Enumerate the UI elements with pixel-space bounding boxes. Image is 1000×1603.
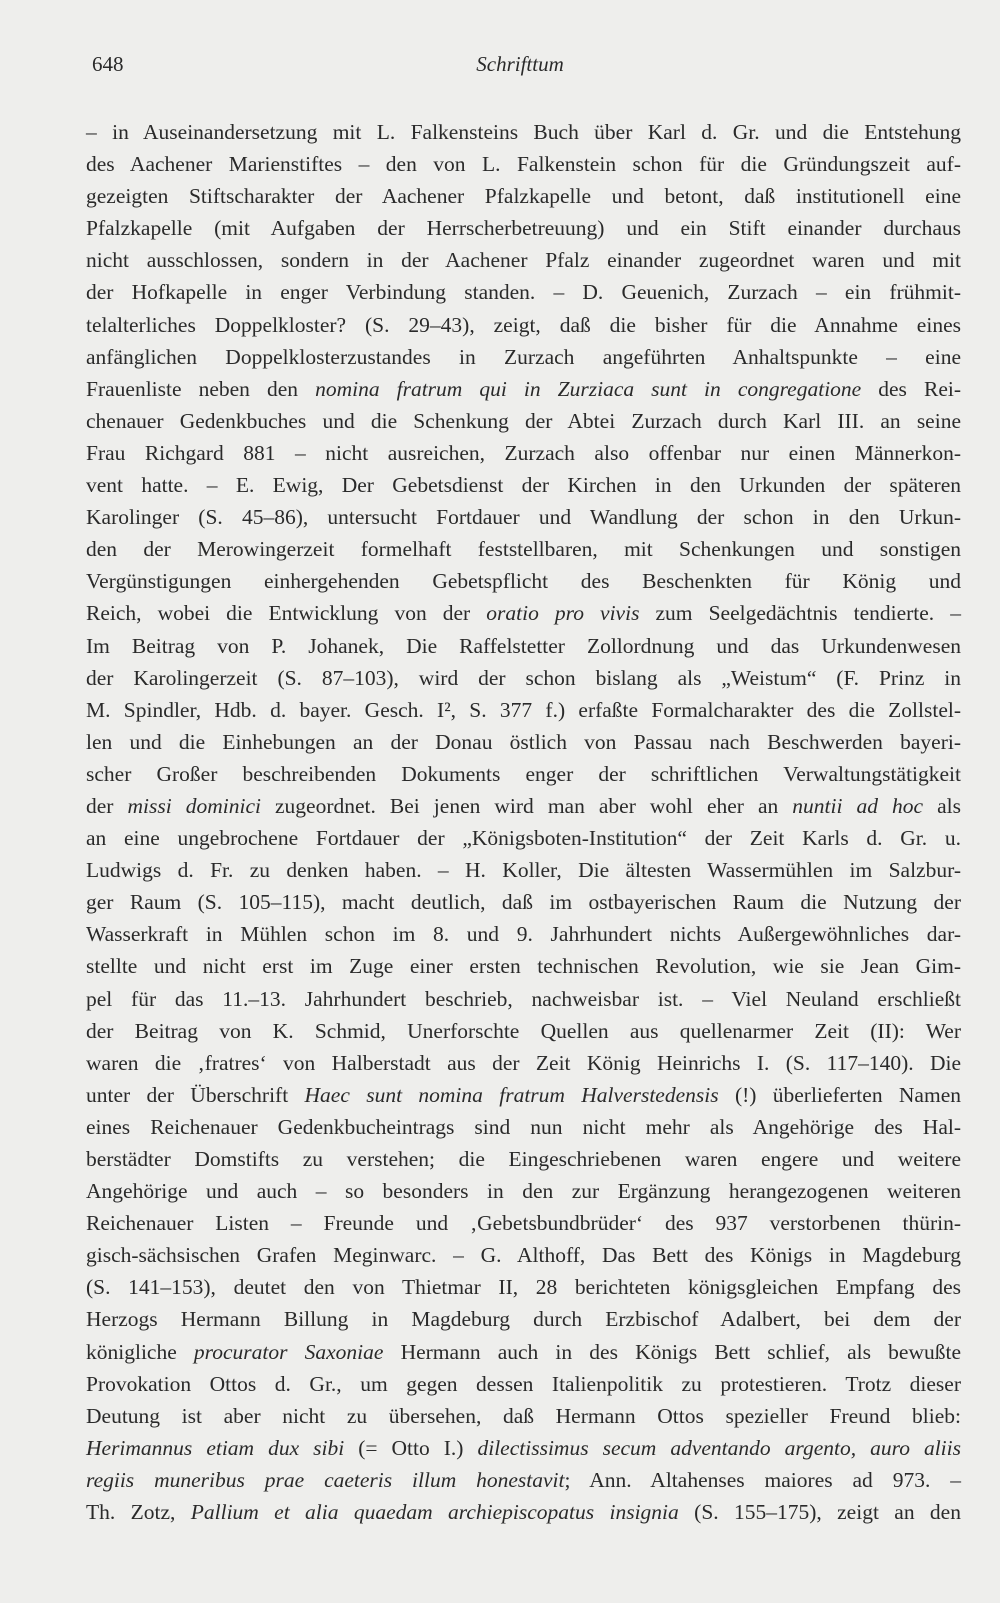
text-line: waren die ‚fratres‘ von Halberstadt aus der Zeit König Heinrichs I. (S. 117–140). Die [86, 1050, 961, 1075]
text-line: Frauenliste neben den nomina fratrum qui in Zurziaca sunt in congregatione des Rei- [86, 376, 961, 401]
text-line: chenauer Gedenkbuches und die Schenkung der Abtei Zurzach durch Karl III. an seine [86, 408, 961, 433]
text-line: des Aachener Marienstiftes – den von L. Falkenstein schon für die Gründungszeit auf- [86, 152, 961, 177]
italic-phrase: procurator Saxoniae [193, 1339, 384, 1364]
running-head: Schrifttum [476, 52, 564, 76]
page-number: 648 [92, 52, 124, 76]
text-line: der missi dominici zugeordnet. Bei jenen wird man aber wohl eher an nuntii ad hoc als [86, 793, 961, 818]
text-line: Pfalzkapelle (mit Aufgaben der Herrscherbetreuung) und ein Stift einander durchaus [86, 216, 961, 241]
text-line: Ludwigs d. Fr. zu denken haben. – H. Koller, Die ältesten Wassermühlen im Salzbur- [86, 858, 961, 883]
italic-phrase: Haec sunt nomina fratrum Halverstedensis [304, 1082, 719, 1107]
italic-phrase: missi dominici [127, 793, 261, 818]
text-line: eines Reichenauer Gedenkbucheintrags sind nun nicht mehr als Angehörige des Hal- [86, 1114, 961, 1139]
text-line: ger Raum (S. 105–115), macht deutlich, daß im ostbayerischen Raum die Nutzung der [86, 890, 961, 915]
text-line: anfänglichen Doppelklosterzustandes in Zurzach angeführten Anhaltspunkte – eine [86, 344, 961, 369]
italic-phrase: oratio pro vivis [486, 601, 640, 626]
text-line: Angehörige und auch – so besonders in den zur Ergänzung herangezogenen weiteren [86, 1179, 961, 1204]
text-line: berstädter Domstifts zu verstehen; die Eingeschriebenen waren engere und weitere [86, 1147, 961, 1171]
text-line: Deutung ist aber nicht zu übersehen, daß Hermann Ottos spezieller Freund blieb: [86, 1403, 961, 1428]
text-line: Reich, wobei die Entwicklung von der oratio pro vivis zum Seelgedächtnis tendierte. – [86, 601, 961, 626]
text-line: der Hofkapelle in enger Verbindung standen. – D. Geuenich, Zurzach – ein frühmit- [86, 280, 961, 305]
text-line: pel für das 11.–13. Jahrhundert beschrieb, nachweisbar ist. – Viel Neuland erschließt [86, 986, 961, 1011]
text-line: Th. Zotz, Pallium et alia quaedam archiepiscopatus insignia (S. 155–175), zeigt an den [86, 1500, 961, 1525]
text-line: Reichenauer Listen – Freunde und ‚Gebetsbundbrüder‘ des 937 verstorbenen thürin- [86, 1211, 961, 1236]
text-line: len und die Einhebungen an der Donau östlich von Passau nach Beschwerden bayeri- [86, 729, 961, 754]
text-line: Karolinger (S. 45–86), untersucht Fortdauer und Wandlung der schon in den Urkun- [86, 505, 961, 530]
text-line: der Karolingerzeit (S. 87–103), wird der schon bislang als „Weistum“ (F. Prinz in [86, 665, 961, 690]
text-line: (S. 141–153), deutet den von Thietmar II, 28 berichteten königsgleichen Empfang des [86, 1275, 961, 1300]
text-line: Im Beitrag von P. Johanek, Die Raffelstetter Zollordnung und das Urkundenwesen [86, 633, 961, 658]
text-line: königliche procurator Saxoniae Hermann auch in des Königs Bett schlief, als bewußte [86, 1339, 961, 1364]
text-line: Herzogs Hermann Billung in Magdeburg durch Erzbischof Adalbert, bei dem der [86, 1307, 961, 1332]
italic-phrase: Pallium et alia quaedam archiepiscopatus insignia [190, 1500, 679, 1525]
page-header [90, 52, 950, 84]
text-line: gezeigten Stiftscharakter der Aachener Pfalzkapelle und betont, daß institutionell eine [86, 184, 961, 209]
text-line: gisch-sächsischen Grafen Meginwarc. – G. Althoff, Das Bett des Königs in Magdeburg [86, 1243, 961, 1268]
text-line: Wasserkraft in Mühlen schon im 8. und 9. Jahrhundert nichts Außergewöhnliches dar- [86, 922, 961, 947]
text-line: regiis muneribus prae caeteris illum honestavit; Ann. Altahenses maiores ad 973. – [86, 1467, 961, 1492]
italic-phrase: regiis muneribus prae caeteris illum honestavit [86, 1467, 565, 1492]
italic-phrase: nuntii ad hoc [792, 793, 924, 818]
text-line: stellte und nicht erst im Zuge einer ersten technischen Revolution, wie sie Jean Gim- [86, 954, 961, 979]
text-line: scher Großer beschreibenden Dokuments enger der schriftlichen Verwaltungstätigkeit [86, 761, 961, 786]
text-line: Vergünstigungen einhergehenden Gebetspflicht des Beschenkten für König und [86, 569, 961, 594]
italic-phrase: dilectissimus secum adventando argento, auro aliis [477, 1435, 961, 1460]
text-line: – in Auseinandersetzung mit L. Falkensteins Buch über Karl d. Gr. und die Entstehung [86, 120, 961, 144]
text-line: Herimannus etiam dux sibi (= Otto I.) dilectissimus secum adventando argento, auro aliis [86, 1435, 961, 1460]
text-line: Provokation Ottos d. Gr., um gegen dessen Italienpolitik zu protestieren. Trotz dieser [86, 1371, 961, 1396]
body-text [86, 116, 961, 1528]
text-line: M. Spindler, Hdb. d. bayer. Gesch. I², S. 377 f.) erfaßte Formalcharakter des die Zollstel- [86, 697, 961, 722]
text-line: an eine ungebrochene Fortdauer der „Königsboten-Institution“ der Zeit Karls d. Gr. u. [86, 826, 961, 851]
text-line: der Beitrag von K. Schmid, Unerforschte Quellen aus quellenarmer Zeit (II): Wer [86, 1018, 961, 1043]
italic-phrase: Herimannus etiam dux sibi [86, 1435, 345, 1460]
text-line: unter der Überschrift Haec sunt nomina fratrum Halverstedensis (!) überlieferten Namen [86, 1082, 961, 1107]
text-line: telalterliches Doppelkloster? (S. 29–43), zeigt, daß die bisher für die Annahme eines [86, 312, 961, 337]
italic-phrase: nomina fratrum qui in Zurziaca sunt in congregatione [315, 376, 862, 401]
text-line: nicht ausschlossen, sondern in der Aachener Pfalz einander zugeordnet waren und mit [86, 248, 961, 273]
text-line: vent hatte. – E. Ewig, Der Gebetsdienst der Kirchen in den Urkunden der späteren [86, 473, 961, 498]
text-line: Frau Richgard 881 – nicht ausreichen, Zurzach also offenbar nur einen Männerkon- [86, 440, 961, 465]
text-line: den der Merowingerzeit formelhaft feststellbaren, mit Schenkungen und sonstigen [86, 537, 961, 562]
